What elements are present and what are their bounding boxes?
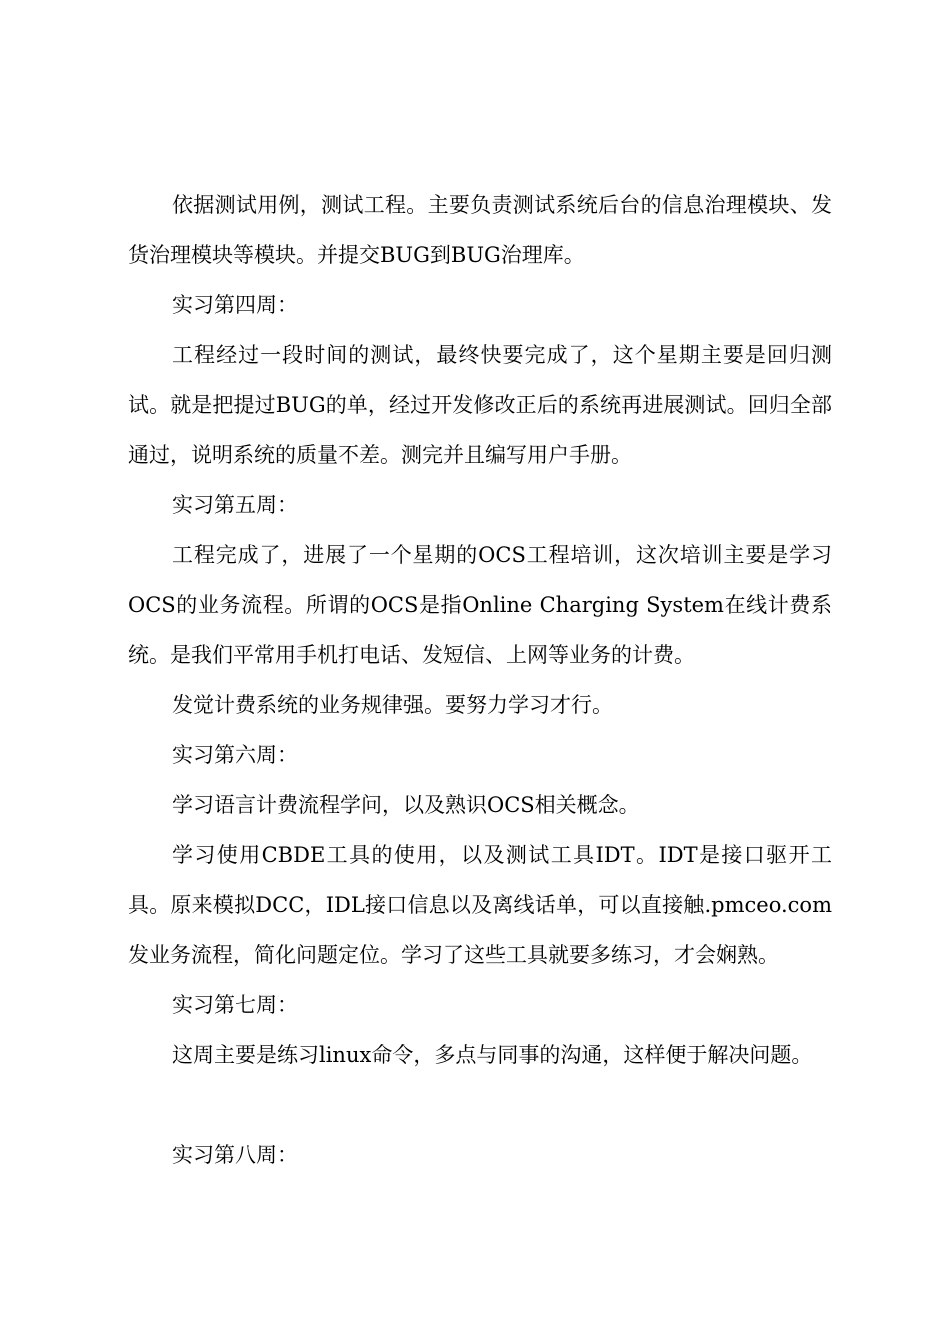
paragraph-week-4: 工程经过一段时间的测试，最终快要完成了，这个星期主要是回归测试。就是把提过BUG的单，经过开发修改正后的系统再进展测试。回归全部通过，说明系统的质量不差。测完并且编写用户手册。 (128, 343, 832, 467)
paragraph-week-6-a: 学习语言计费流程学问，以及熟识OCS相关概念。 (172, 793, 640, 817)
paragraph-week-7: 这周主要是练习linux命令，多点与同事的沟通，这样便于解决问题。 (172, 1043, 813, 1067)
heading-week-7: 实习第七周： (172, 993, 298, 1017)
paragraph-testing-work: 依据测试用例，测试工程。主要负责测试系统后台的信息治理模块、发货治理模块等模块。并提交BUG到BUG治理库。 (128, 193, 832, 267)
heading-week-4: 实习第四周： (172, 293, 298, 317)
paragraph-week-6-b: 学习使用CBDE工具的使用，以及测试工具IDT。IDT是接口驱开工具。原来模拟DCC，IDL接口信息以及离线话单，可以直接触.pmceo.com发业务流程，简化问题定位。学习了这些工具就要多练习，才会娴熟。 (128, 843, 832, 967)
paragraph-week-5: 工程完成了，进展了一个星期的OCS工程培训，这次培训主要是学习OCS的业务流程。所谓的OCS是指Online Charging System在线计费系统。是我们平常用手机打电话、发短信、上网等业务的计费。 (128, 543, 832, 667)
paragraph-week-5-note: 发觉计费系统的业务规律强。要努力学习才行。 (172, 693, 613, 717)
heading-week-6: 实习第六周： (172, 743, 298, 767)
heading-week-8: 实习第八周： (172, 1143, 298, 1167)
heading-week-5: 实习第五周： (172, 493, 298, 517)
